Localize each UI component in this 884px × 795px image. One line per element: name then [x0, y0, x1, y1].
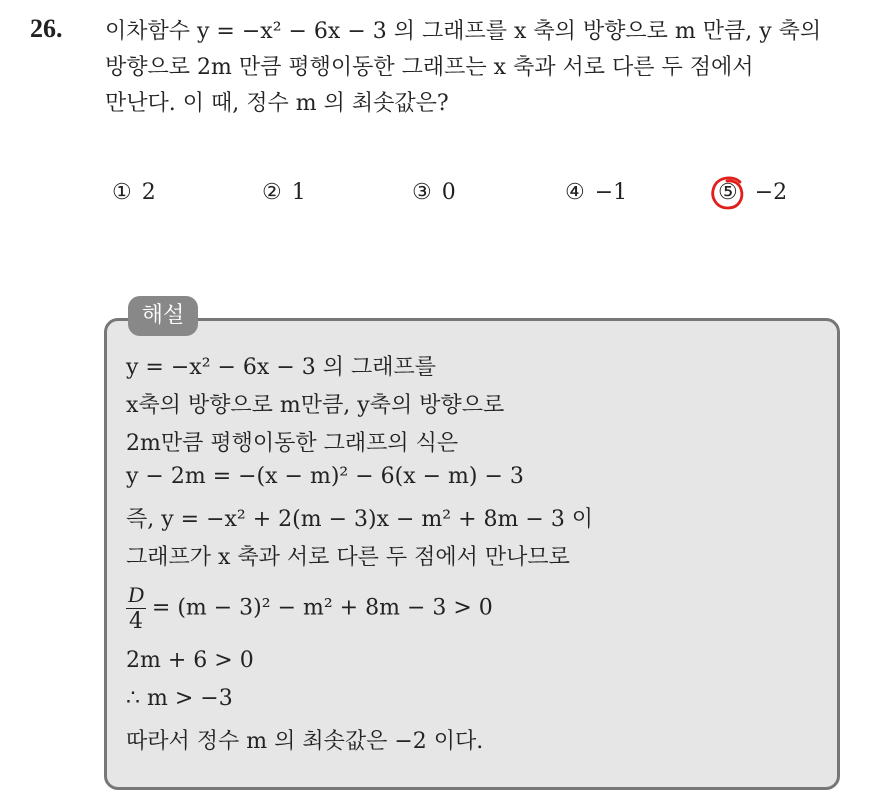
choice-1[interactable] [112, 180, 156, 205]
solution-line-4: y − 2m = −(x − m)² − 6(x − m) − 3 [126, 464, 524, 489]
choice-5[interactable] [718, 180, 787, 205]
choice-5-mark [718, 180, 745, 205]
answer-choices [0, 180, 884, 216]
question-line-1: 이차함수 y = −x² − 6x − 3 의 그래프를 x 축의 방향으로 m 만큼, y 축의 [105, 19, 822, 44]
solution-line-5: 즉, y = −x² + 2(m − 3)x − m² + 8m − 3 이 [126, 507, 594, 532]
solution-label: 해설 [128, 296, 198, 336]
choice-3-mark: ③ [412, 180, 432, 205]
choice-2[interactable] [262, 180, 306, 205]
choice-3-value: 0 [441, 180, 456, 205]
fraction-numerator: D [128, 582, 144, 607]
fraction-denominator: 4 [128, 609, 143, 634]
choice-2-value: 1 [291, 180, 306, 205]
choice-4[interactable] [565, 180, 627, 205]
solution-line-7-rest: = (m − 3)² − m² + 8m − 3 > 0 [151, 595, 493, 621]
solution-line-7 [126, 582, 493, 635]
answer-circle-icon [709, 174, 747, 212]
choice-1-mark: ① [112, 180, 132, 205]
question-number: 26. [30, 14, 63, 43]
choice-2-mark: ② [262, 180, 282, 205]
solution-line-9: ∴ m > −3 [126, 686, 233, 711]
choice-3[interactable] [412, 180, 456, 205]
question-text [105, 14, 865, 122]
question-line-2: 방향으로 2m 만큼 평행이동한 그래프는 x 축과 서로 다른 두 점에서 [105, 55, 754, 80]
choice-5-value: −2 [754, 180, 788, 205]
fraction-d-over-4 [126, 582, 146, 635]
solution-line-3: 2m만큼 평행이동한 그래프의 식은 [126, 431, 459, 456]
solution-line-10: 따라서 정수 m 의 최솟값은 −2 이다. [126, 729, 484, 754]
answer-circle-stroke [713, 178, 742, 208]
choice-5-mark-text: ⑤ [718, 180, 738, 205]
choice-4-value: −1 [594, 180, 628, 205]
choice-1-value: 2 [141, 180, 156, 205]
solution-line-6: 그래프가 x 축과 서로 다른 두 점에서 만나므로 [126, 545, 570, 570]
question-line-3: 만난다. 이 때, 정수 m 의 최솟값은? [105, 91, 449, 116]
solution-line-2: x축의 방향으로 m만큼, y축의 방향으로 [126, 393, 505, 418]
solution-line-1: y = −x² − 6x − 3 의 그래프를 [126, 355, 436, 380]
solution-line-8: 2m + 6 > 0 [126, 648, 254, 673]
choice-4-mark: ④ [565, 180, 585, 205]
